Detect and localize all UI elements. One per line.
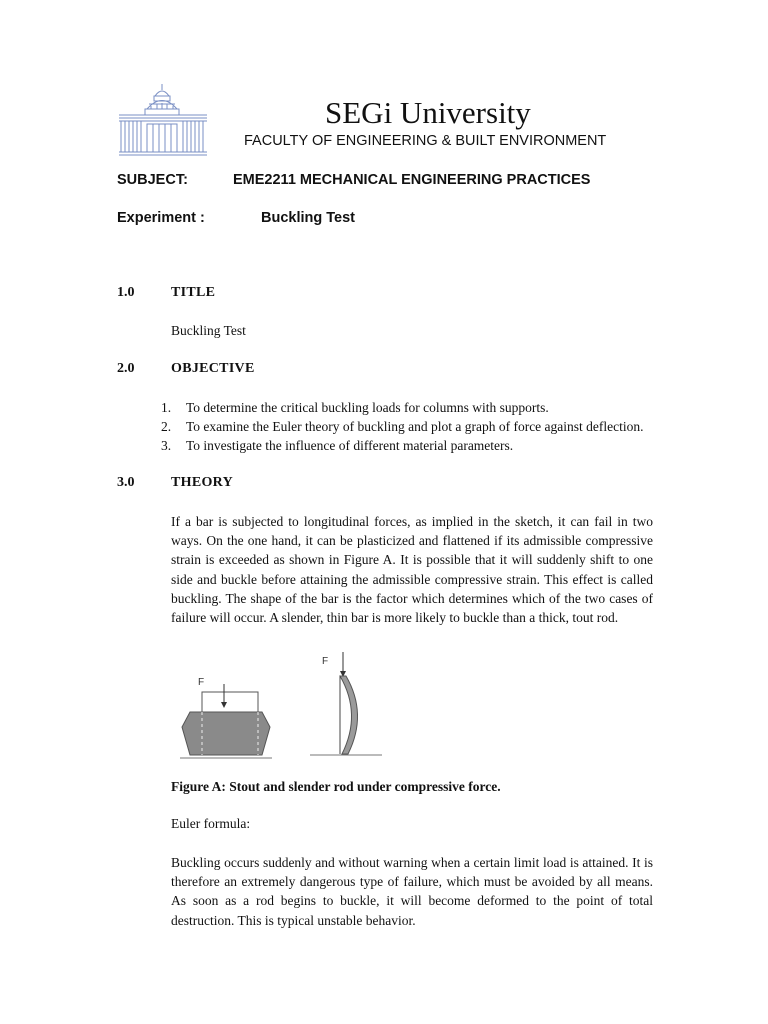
university-building-icon xyxy=(117,82,213,158)
list-item xyxy=(161,436,654,455)
section-number-theory: 3.0 xyxy=(117,475,135,490)
buckling-paragraph: Buckling occurs suddenly and without warning when a certain limit load is attained. It is therefore an extremely dangerous type of failure, which must be avoided by all means. As soon as a rod begins to buckle, it will become deformed to the point of total destruction. This is typical unstable behavior. xyxy=(171,855,653,928)
theory-paragraph: If a bar is subjected to longitudinal forces, as implied in the sketch, it can fail in two ways. On the one hand, it can be plasticized and flattened if its admissible compressive strain is exceeded as shown in Figure A. It is possible that it will suddenly shift to one side and buckle before attaining the admissible compressive strain. This effect is called buckling. The shape of the bar is the factor which determines which of the two cases of failure will occur. A slender, thin bar is more likely to buckle than a thick, tout rod. xyxy=(171,514,653,626)
list-item xyxy=(161,417,654,436)
list-item-text: To examine the Euler theory of buckling and plot a graph of force against deflection. xyxy=(186,419,644,434)
list-item xyxy=(161,398,654,417)
section-number-objective: 2.0 xyxy=(117,361,135,376)
list-item-text: To investigate the influence of different material parameters. xyxy=(186,438,514,453)
section-heading-title: TITLE xyxy=(171,285,216,300)
experiment-label: Experiment : xyxy=(117,210,205,226)
section-number-title: 1.0 xyxy=(117,285,135,300)
title-text: Buckling Test xyxy=(171,323,246,338)
section-heading-theory: THEORY xyxy=(171,475,233,490)
figure-caption: Figure A: Stout and slender rod under compressive force. xyxy=(171,779,501,794)
list-item-number: 1. xyxy=(161,400,172,415)
euler-formula-label: Euler formula: xyxy=(171,816,251,831)
force-label-stout: F xyxy=(198,677,205,688)
list-item-number: 3. xyxy=(161,438,172,453)
university-logo xyxy=(117,82,213,158)
section-heading-objective: OBJECTIVE xyxy=(171,361,255,376)
list-item-number: 2. xyxy=(161,419,172,434)
subject-label: SUBJECT: xyxy=(117,172,188,188)
list-item-text: To determine the critical buckling loads for columns with supports. xyxy=(186,400,549,415)
subject-value: EME2211 MECHANICAL ENGINEERING PRACTICES xyxy=(233,172,591,188)
university-name: SEGi University xyxy=(325,95,531,130)
slender-rod-figure xyxy=(310,652,384,762)
stout-rod-figure xyxy=(180,672,272,764)
force-label-slender: F xyxy=(322,656,329,667)
objective-list xyxy=(161,398,654,455)
faculty-name: FACULTY OF ENGINEERING & BUILT ENVIRONMENT xyxy=(244,133,607,149)
experiment-value: Buckling Test xyxy=(261,210,355,226)
